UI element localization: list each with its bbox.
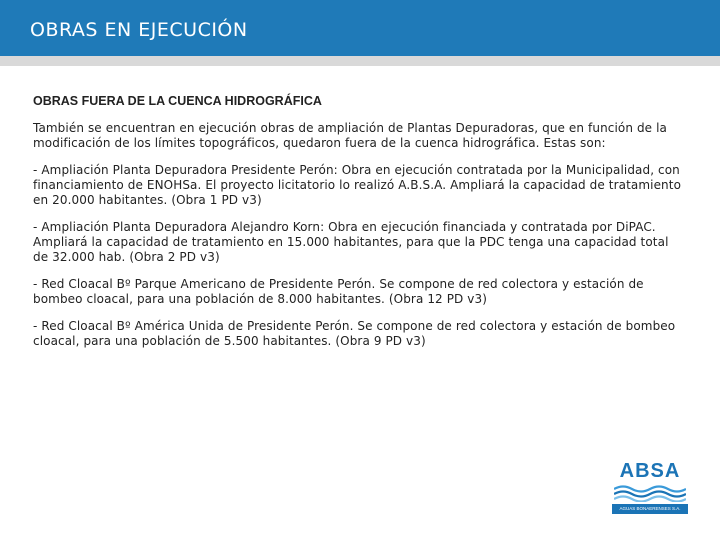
item-paragraph: - Ampliación Planta Depuradora Presidente Perón: Obra en ejecución contratada por la Municipalidad, con financiamiento de ENOHSa. El proyecto licitatorio lo realizó A.B.S.A. Ampliará la capacidad de tratamiento en 20.000 habitantes. (Obra 1 PD v3) bbox=[33, 163, 682, 207]
header-divider bbox=[0, 56, 720, 66]
header-bar bbox=[0, 0, 720, 56]
main-content bbox=[33, 94, 683, 361]
item-paragraph: - Red Cloacal Bº América Unida de Presidente Perón. Se compone de red colectora y estación de bombeo cloacal, para una población de 5.500 habitantes. (Obra 9 PD v3) bbox=[33, 319, 676, 348]
intro-paragraph: También se encuentran en ejecución obras de ampliación de Plantas Depuradoras, que en función de la modificación de los límites topográficos, quedaron fuera de la cuenca hidrográfica. Estas son: bbox=[33, 121, 667, 150]
waves-icon bbox=[614, 484, 686, 502]
logo-wordmark: ABSA bbox=[619, 460, 681, 482]
item-paragraph: - Red Cloacal Bº Parque Americano de Presidente Perón. Se compone de red colectora y estación de bombeo cloacal, para una población de 8.000 habitantes. (Obra 12 PD v3) bbox=[33, 277, 644, 306]
logo-subtitle: AGUAS BONAERENSES S.A. bbox=[612, 504, 688, 514]
item-paragraph: - Ampliación Planta Depuradora Alejandro Korn: Obra en ejecución financiada y contratada por DiPAC. Ampliará la capacidad de tratamiento en 15.000 habitantes, para que la PDC tenga una capacidad total de 32.000 hab. (Obra 2 PD v3) bbox=[33, 220, 669, 264]
section-title: OBRAS FUERA DE LA CUENCA HIDROGRÁFICA bbox=[33, 94, 322, 108]
page-title: OBRAS EN EJECUCIÓN bbox=[30, 19, 248, 41]
absa-logo bbox=[612, 460, 688, 516]
